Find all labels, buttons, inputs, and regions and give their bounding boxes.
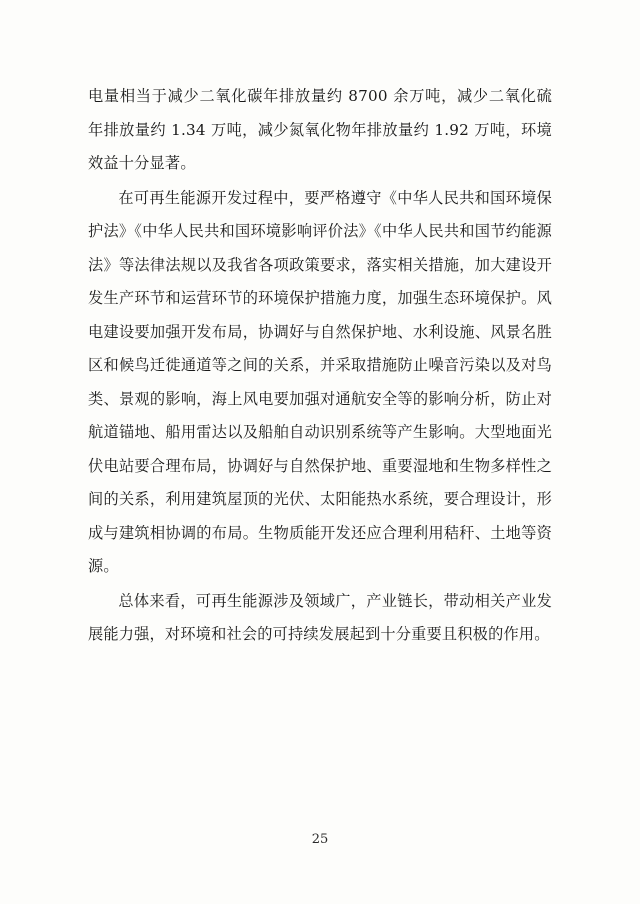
- paragraph-1: 电量相当于减少二氧化碳年排放量约 8700 余万吨，减少二氧化硫年排放量约 1.34 万吨，减少氮氧化物年排放量约 1.92 万吨，环境效益十分显著。: [88, 87, 552, 172]
- page-text-body: [88, 80, 552, 653]
- paragraph-3: 总体来看，可再生能源涉及领域广，产业链长，带动相关产业发展能力强，对环境和社会的可持续发展起到十分重要且积极的作用。: [88, 591, 552, 643]
- page-number: 25: [311, 832, 329, 847]
- paragraph-2: 在可再生能源开发过程中，要严格遵守《中华人民共和国环境保护法》《中华人民共和国环境影响评价法》《中华人民共和国节约能源法》等法律法规以及我省各项政策要求，落实相关措施，加大建设开发生产环节和运营环节的环境保护措施力度，加强生态环境保护。风电建设要加强开发布局，协调好与自然保护地、水利设施、风景名胜区和候鸟迁徙通道等之间的关系，并采取措施防止噪音污染以及对鸟类、景观的影响，海上风电要加强对通航安全等的影响分析，防止对航道锚地、船用雷达以及船舶自动识别系统等产生影响。大型地面光伏电站要合理布局，协调好与自然保护地、重要湿地和生物多样性之间的关系，利用建筑屋顶的光伏、太阳能热水系统，要合理设计，形成与建筑相协调的布局。生物质能开发还应合理利用秸秆、土地等资源。: [88, 188, 552, 575]
